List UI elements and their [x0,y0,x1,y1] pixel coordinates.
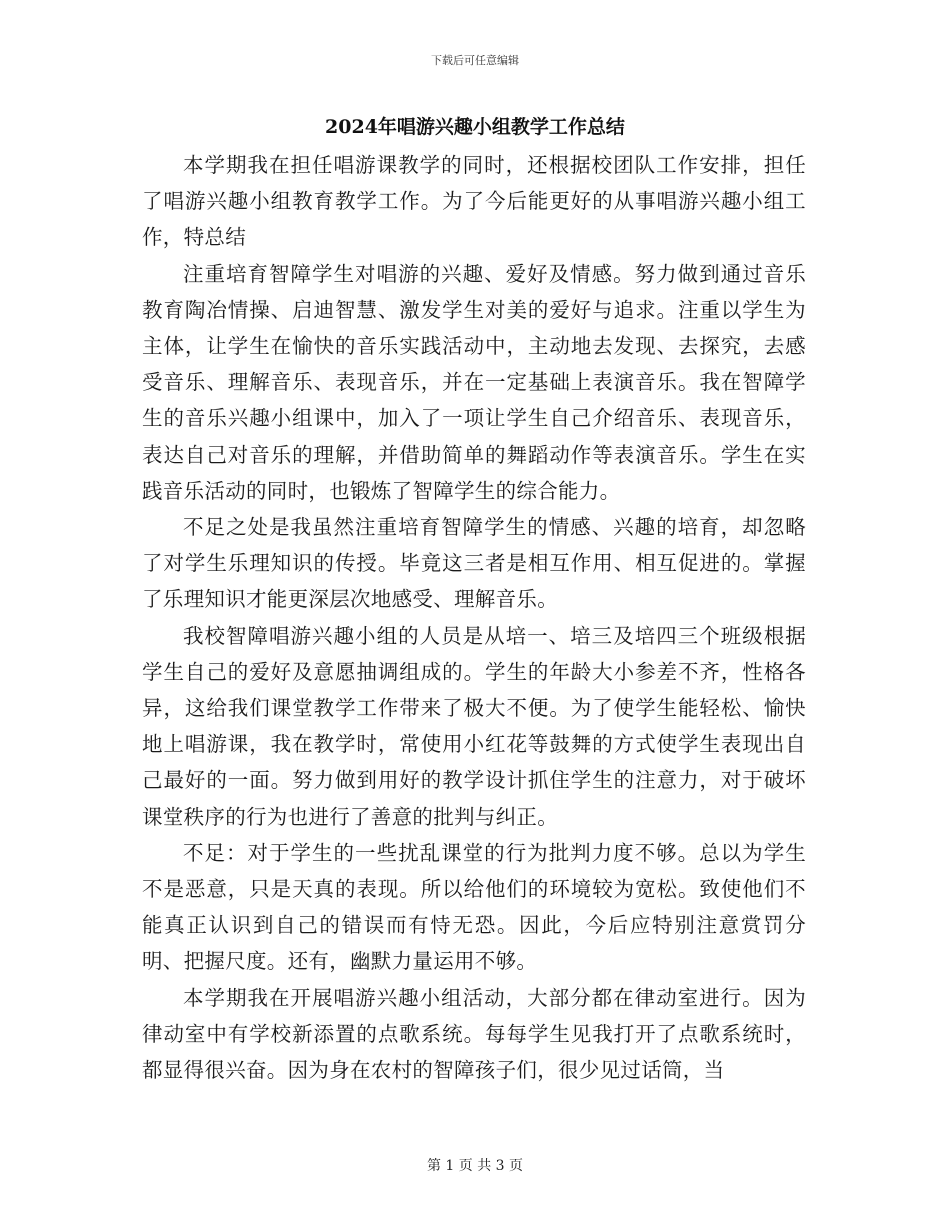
document-title: 2024年唱游兴趣小组教学工作总结 [325,116,625,138]
paragraph-group-members: 我校智障唱游兴趣小组的人员是从培一、培三及培四三个班级根据学生自己的爱好及意愿抽调组成的。学生的年龄大小参差不齐，性格各异，这给我们课堂教学工作带来了极大不便。为了使学生能轻松、愉快地上唱游课，我在教学时，常使用小红花等鼓舞的方式使学生表现出自己最好的一面。努力做到用好的教学设计抓住学生的注意力，对于破坏课堂秩序的行为也进行了善意的批判与纠正。 [142,623,806,829]
page-header-note: 下载后可任意编辑 [431,54,519,67]
paragraph-shortcoming-theory: 不足之处是我虽然注重培育智障学生的情感、兴趣的培育，却忽略了对学生乐理知识的传授。毕竟这三者是相互作用、相互促进的。掌握了乐理知识才能更深层次地感受、理解音乐。 [142,515,806,612]
document-body [142,147,806,1088]
paragraph-rhythm-room: 本学期我在开展唱游兴趣小组活动，大部分都在律动室进行。因为律动室中有学校新添置的点歌系统。每每学生见我打开了点歌系统时，都显得很兴奋。因为身在农村的智障孩子们，很少见过话筒，当 [142,985,806,1083]
paragraph-intro: 本学期我在担任唱游课教学的同时，还根据校团队工作安排，担任了唱游兴趣小组教育教学工作。为了今后能更好的从事唱游兴趣小组工作，特总结 [142,153,806,250]
paragraph-shortcoming-discipline: 不足：对于学生的一些扰乱课堂的行为批判力度不够。总以为学生不是恶意，只是天真的表现。所以给他们的环境较为宽松。致使他们不能真正认识到自己的错误而有恃无恐。因此，今后应特别注意赏罚分明、把握尺度。还有，幽默力量运用不够。 [142,840,806,974]
paragraph-interest: 注重培育智障学生对唱游的兴趣、爱好及情感。努力做到通过音乐教育陶冶情操、启迪智慧、激发学生对美的爱好与追求。注重以学生为主体，让学生在愉快的音乐实践活动中，主动地去发现、去探究，去感受音乐、理解音乐、表现音乐，并在一定基础上表演音乐。我在智障学生的音乐兴趣小组课中，加入了一项让学生自己介绍音乐、表现音乐，表达自己对音乐的理解，并借助简单的舞蹈动作等表演音乐。学生在实践音乐活动的同时，也锻炼了智障学生的综合能力。 [142,261,806,503]
page-number-footer: 第 1 页 共 3 页 [426,1158,524,1174]
